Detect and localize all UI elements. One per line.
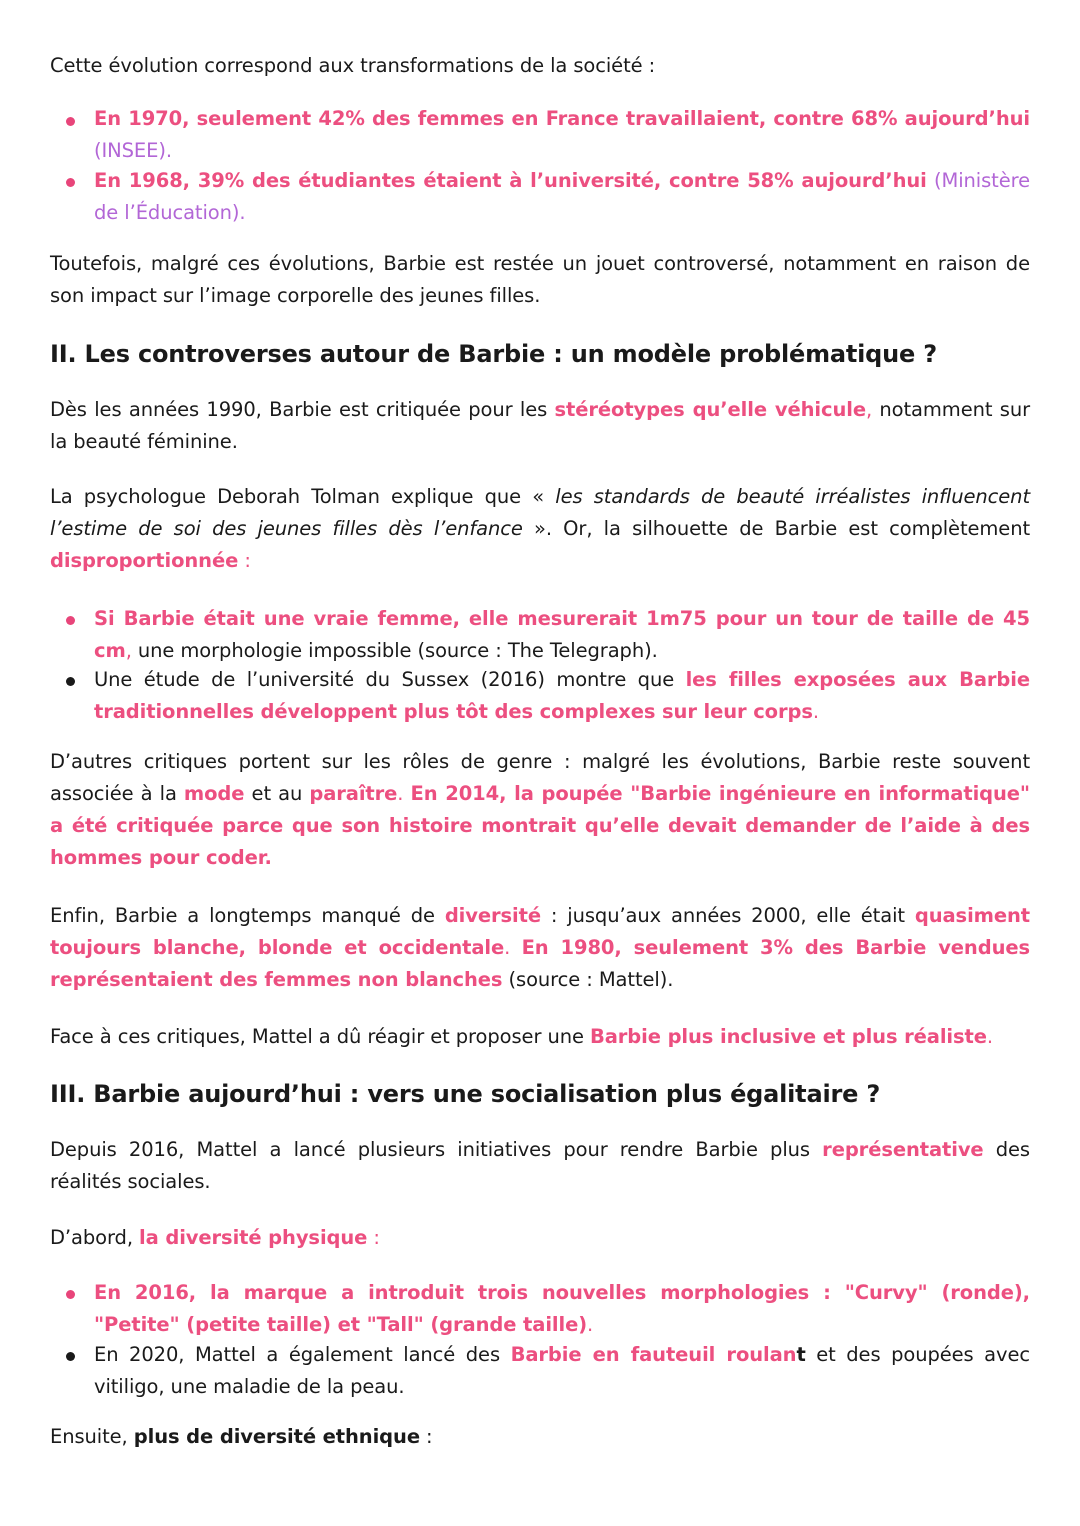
bullet-icon: [66, 178, 75, 187]
paragraph-toutefois: Toutefois, malgré ces évolutions, Barbie est restée un jouet controversé, notamment en raison de son impact sur l’image corporelle des jeunes filles.: [50, 252, 1030, 307]
list-item: En 1968, 39% des étudiantes étaient à l’université, contre 58% aujourd’hui (Ministère de l’Éducation).: [94, 169, 1030, 224]
bullet-icon: [66, 616, 75, 625]
list-item: En 2020, Mattel a également lancé des Barbie en fauteuil roulant et des poupées avec vitiligo, une maladie de la peau.: [94, 1343, 1030, 1398]
bullet-icon: [66, 117, 75, 126]
bullet-icon: [66, 1290, 75, 1299]
list-item: En 1970, seulement 42% des femmes en France travaillaient, contre 68% aujourd’hui (INSEE).: [94, 107, 1030, 162]
paragraph-diversite: Enfin, Barbie a longtemps manqué de diversité : jusqu’aux années 2000, elle était quasiment toujours blanche, blonde et occidentale. En 1980, seulement 3% des Barbie vendues représentaient des femmes non blanches (source : Mattel).: [50, 904, 1030, 991]
paragraph-tolman: La psychologue Deborah Tolman explique que « les standards de beauté irréalistes influencent l’estime de soi des jeunes filles dès l’enfance ». Or, la silhouette de Barbie est complètement disproportionnée :: [50, 485, 1030, 572]
paragraph-ensuite: Ensuite, plus de diversité ethnique :: [50, 1425, 433, 1448]
paragraph-1990: Dès les années 1990, Barbie est critiquée pour les stéréotypes qu’elle véhicule, notamment sur la beauté féminine.: [50, 398, 1030, 453]
intro-paragraph: Cette évolution correspond aux transformations de la société :: [50, 54, 656, 77]
section-heading-3: III. Barbie aujourd’hui : vers une socialisation plus égalitaire ?: [50, 1080, 881, 1108]
list-item: Une étude de l’université du Sussex (2016) montre que les filles exposées aux Barbie traditionnelles développent plus tôt des complexes sur leur corps.: [94, 668, 1030, 723]
paragraph-face: Face à ces critiques, Mattel a dû réagir et proposer une Barbie plus inclusive et plus réaliste.: [50, 1025, 993, 1048]
bullet-icon: [66, 677, 75, 686]
list-item: Si Barbie était une vraie femme, elle mesurerait 1m75 pour un tour de taille de 45 cm, une morphologie impossible (source : The Telegraph).: [94, 607, 1030, 662]
section-heading-2: II. Les controverses autour de Barbie : un modèle problématique ?: [50, 340, 938, 368]
paragraph-2016: Depuis 2016, Mattel a lancé plusieurs initiatives pour rendre Barbie plus représentative des réalités sociales.: [50, 1138, 1030, 1193]
paragraph-genre: D’autres critiques portent sur les rôles de genre : malgré les évolutions, Barbie reste souvent associée à la mode et au paraître. En 2014, la poupée "Barbie ingénieure en informatique" a été critiquée parce que son histoire montrait qu’elle devait demander de l’aide à des hommes pour coder.: [50, 750, 1030, 869]
paragraph-abord: D’abord, la diversité physique :: [50, 1226, 380, 1249]
list-item: En 2016, la marque a introduit trois nouvelles morphologies : "Curvy" (ronde), "Petite" (petite taille) et "Tall" (grande taille).: [94, 1281, 1030, 1336]
bullet-icon: [66, 1352, 75, 1361]
